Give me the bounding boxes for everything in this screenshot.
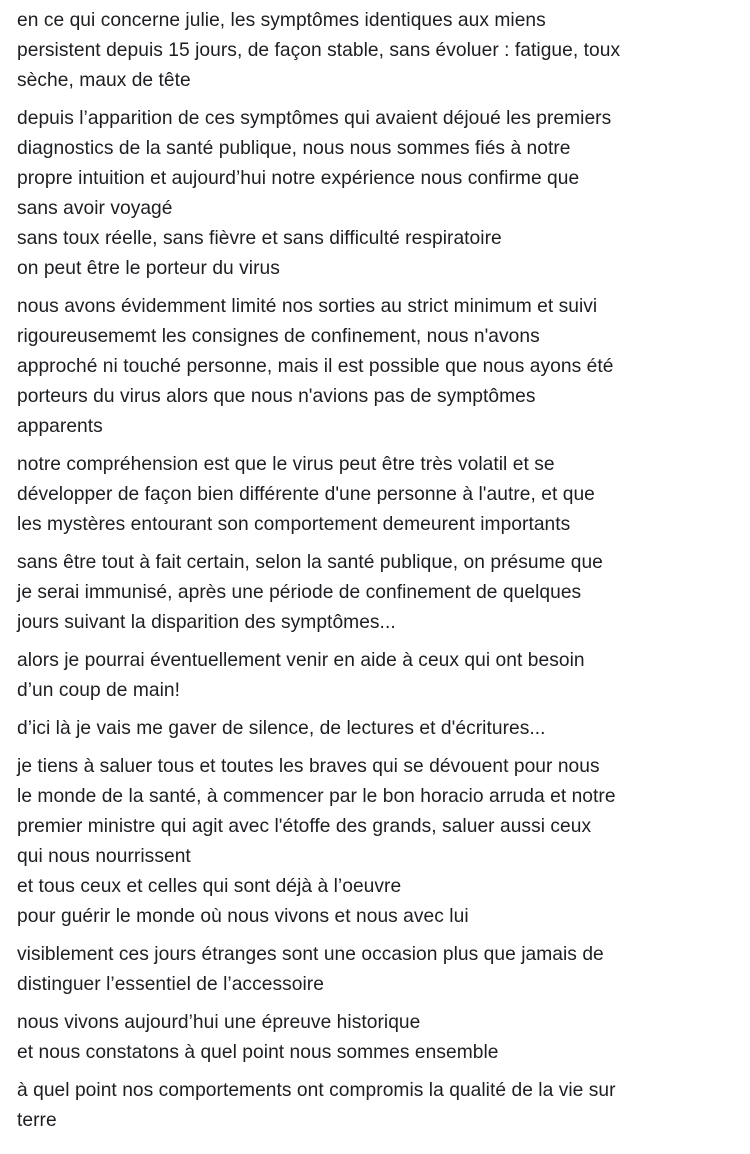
text-line: persistent depuis 15 jours, de façon stable, sans évoluer : fatigue, toux <box>17 40 621 61</box>
text-line: jours suivant la disparition des symptômes... <box>17 612 396 633</box>
text-line: et nous constatons à quel point nous sommes ensemble <box>17 1042 499 1063</box>
text-line: les mystères entourant son comportement demeurent importants <box>17 514 571 535</box>
paragraph <box>17 1008 737 1068</box>
post-body <box>17 6 737 1144</box>
text-line: sans toux réelle, sans fièvre et sans difficulté respiratoire <box>17 228 502 249</box>
text-line: et tous ceux et celles qui sont déjà à l’oeuvre <box>17 876 402 897</box>
text-line: on peut être le porteur du virus <box>17 258 280 279</box>
text-line: premier ministre qui agit avec l'étoffe des grands, saluer aussi ceux <box>17 816 592 837</box>
text-line: notre compréhension est que le virus peut être très volatil et se <box>17 454 555 475</box>
text-line: terre <box>17 1110 57 1131</box>
text-line: alors je pourrai éventuellement venir en aide à ceux qui ont besoin <box>17 650 585 671</box>
paragraph <box>17 752 737 932</box>
text-line: qui nous nourrissent <box>17 846 191 867</box>
text-line: je serai immunisé, après une période de confinement de quelques <box>17 582 582 603</box>
text-line: nous vivons aujourd’hui une épreuve historique <box>17 1012 421 1033</box>
text-line: nous avons évidemment limité nos sorties au strict minimum et suivi <box>17 296 598 317</box>
paragraph <box>17 6 737 96</box>
text-line: diagnostics de la santé publique, nous nous sommes fiés à notre <box>17 138 571 159</box>
text-line: visiblement ces jours étranges sont une occasion plus que jamais de <box>17 944 604 965</box>
text-line: propre intuition et aujourd’hui notre expérience nous confirme que <box>17 168 580 189</box>
text-line: approché ni touché personne, mais il est possible que nous ayons été <box>17 356 614 377</box>
text-line: développer de façon bien différente d'une personne à l'autre, et que <box>17 484 595 505</box>
text-line: d’un coup de main! <box>17 680 181 701</box>
text-line: le monde de la santé, à commencer par le bon horacio arruda et notre <box>17 786 616 807</box>
text-line: d’ici là je vais me gaver de silence, de lectures et d'écritures... <box>17 718 546 739</box>
text-line: distinguer l’essentiel de l’accessoire <box>17 974 324 995</box>
text-line: à quel point nos comportements ont compromis la qualité de la vie sur <box>17 1080 616 1101</box>
text-line: je tiens à saluer tous et toutes les braves qui se dévouent pour nous <box>17 756 600 777</box>
paragraph <box>17 548 737 638</box>
paragraph <box>17 292 737 442</box>
text-line: sans être tout à fait certain, selon la santé publique, on présume que <box>17 552 603 573</box>
text-line: pour guérir le monde où nous vivons et nous avec lui <box>17 906 469 927</box>
paragraph <box>17 1076 737 1136</box>
text-line: sèche, maux de tête <box>17 70 191 91</box>
text-line: en ce qui concerne julie, les symptômes identiques aux miens <box>17 10 546 31</box>
paragraph <box>17 714 737 744</box>
paragraph <box>17 450 737 540</box>
text-line: sans avoir voyagé <box>17 198 173 219</box>
text-line: apparents <box>17 416 103 437</box>
text-line: rigoureusememt les consignes de confinement, nous n'avons <box>17 326 540 347</box>
paragraph <box>17 104 737 284</box>
text-line: depuis l’apparition de ces symptômes qui avaient déjoué les premiers <box>17 108 612 129</box>
paragraph <box>17 940 737 1000</box>
paragraph <box>17 646 737 706</box>
text-line: porteurs du virus alors que nous n'avions pas de symptômes <box>17 386 536 407</box>
